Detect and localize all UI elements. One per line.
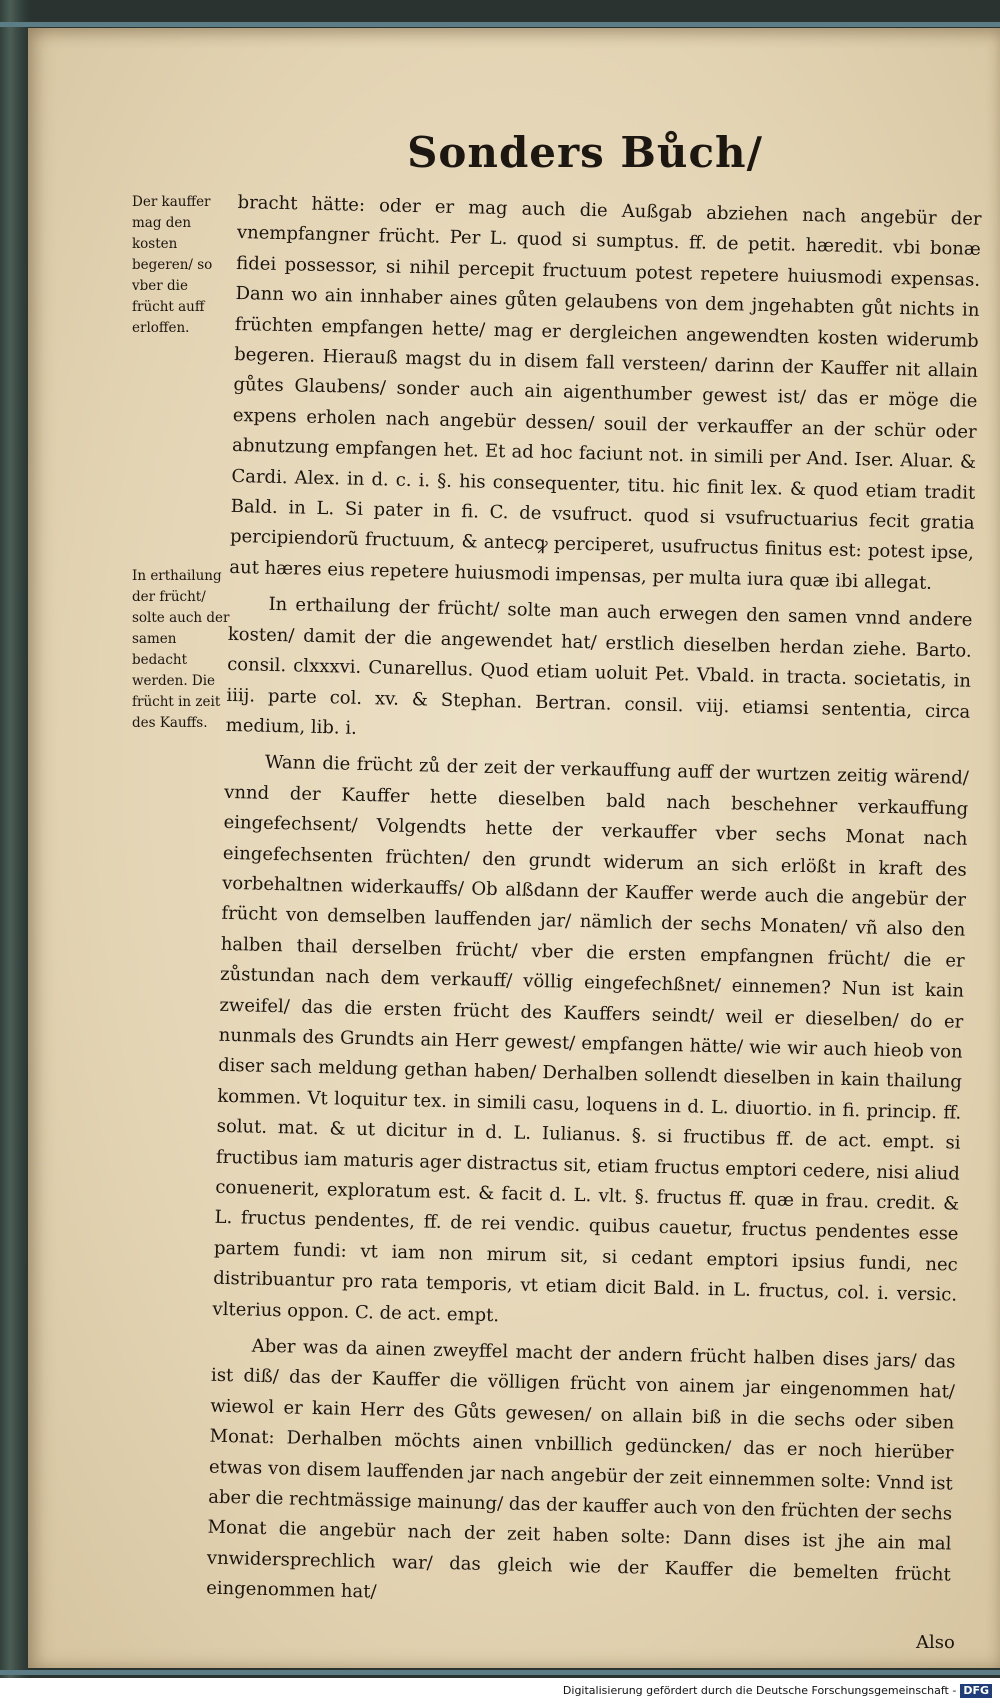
digitization-footer — [0, 1678, 1000, 1704]
margin-note-1: Der kauffer mag den kosten begeren/ so vber die frücht auff erloffen. — [132, 194, 213, 336]
dfg-logo: DFG — [960, 1684, 992, 1698]
paragraph-4: Aber was da ainen zweyffel macht der andern frücht halben dises jars/ das ist diß/ das der Kauffer die völligen frücht von ainem jar eingenommen hat/ wiewol er kain Herr des Gůts gewesen/ on allain biß in die sechs oder siben Monat: Derhalben möchts ainen vnbillich gedüncken/ das er noch hierüber etwas von disem lauffenden jar nach angebür der zeit einnemmen solte: Vnnd ist aber die rechtmässige mainung/ das der kauffer auch von den früchten der sechs Monat die angebür nach der zeit haben solte: Dann dises ist jhe ain mal vnwidersprechlich war/ das gleich wie der Kauffer die bemelten frücht eingenommen hat/ — [205, 1335, 956, 1603]
paragraph-3: Wann die frücht zů der zeit der verkauffung auff der wurtzen zeitig wärend/ vnnd der Kauffer hette dieselben bald nach beschehner verkauffung eingefechsent/ Volgendts hette der verkauffer vber sechs Monat nach eingefechsenten früchten/ den grundt widerum an sich erlößt in kraft des vorbehaltnen widerkauffs/ Ob alßdann der Kauffer werde auch die angebür der frücht von demselben lauffenden jar/ nämlich der sechs Monaten/ vñ also den halben thail derselben frücht/ vber die ersten empfangnen frücht/ die er zůstundan nach dem verkauff/ völlig eingefechßnet/ einnemen? Nun ist kain zweifel/ das die ersten frücht des Kauffers seindt/ weil er dieselben/ do er nunmals des Grundts ain Herr gewest/ empfangen hätte/ wie wir auch hieob von diser sach meldung gethan haben/ Derhalben sollendt dieselben in kain thailung kommen. Vt loquitur tex. in simili casu, loquens in d. L. diuortio. in fi. princip. ff. solut. mat. & ut dicitur in d. L. Iulianus. §. si fructibus ff. de act. empt. si fructibus iam maturis ager distractus sit, etiam fructus emptori cedere, nisi aliud conuenerit, exploratum est. & facit d. L. vlt. §. fructus ff. quæ in frau. credit. & L. fructus pendentes, ff. de rei vendic. quibus cauetur, fructus pendentes esse partem fundi: vt iam non mirum sit, si cedant emptori ipsius fundi, nec distribuantur pro rata temporis, vt etiam dicit Bald. in L. fructus, col. i. versic. vlterius oppon. C. de act. empt. — [212, 752, 970, 1326]
paragraph-2: In erthailung der frücht/ solte man auch erwegen den samen vnnd andere kosten/ damit der die angewendet hat/ erstlich dieselben herdan ziehe. Barto. consil. clxxxvi. Cunarellus. Quod etiam uoluit Pet. Vbald. in tracta. societatis, in iiij. parte col. xv. & Stephan. Bertran. consil. viij. etiamsi sententia, circa medium, lib. i. — [225, 594, 973, 739]
body-text — [206, 188, 982, 1621]
running-title: Sonders Bůch/ — [407, 128, 763, 177]
footer-credit: Digitalisierung gefördert durch die Deutsche Forschungsgemeinschaft - — [562, 1684, 957, 1697]
catchword: Also — [916, 1632, 955, 1653]
paragraph-1: bracht hätte: oder er mag auch die Außgab abziehen nach angebür der vnempfangner frücht. Per L. quod si sumptus. ff. de petit. hæredit. vbi bonæ fidei possessor, si nihil percepit fructuum potest repetere huiusmodi expensas. Dann wo ain innhaber aines gůten gelaubens von dem jngehabten gůt nichts in früchten empfangen hette/ mag er dergleichen angewendten kosten widerumb begeren. Hierauß magst du in disem fall versteen/ darinn der Kauffer nit allain gůtes Glaubens/ sonder auch ain aigenthumber gewest ist/ das er möge die expens erholen nach angebür dessen/ souil der verkauffer an der schür oder abnutzung empfangen het. Et ad hoc faciunt not. in simili per And. Iser. Aluar. & Cardi. Alex. in d. c. i. §. his consequenter, titu. hic finit lex. & quod etiam tradit Bald. in L. Si pater in fi. C. de vsufruct. quod si vsufructuarius fecit gratia percipiendorũ fructuum, & antecꝙ perciperet, usufructus finitus est: potest ipse, aut hæres eius repetere huiusmodi impensas, per multa iura quæ ibi allegat. — [229, 191, 982, 594]
page-edge-top — [0, 22, 1000, 27]
margin-note-2: In erthailung der frücht/ solte auch der samen bedacht werden. Die frücht in zeit des Kauffs. — [132, 568, 230, 731]
page-edge-bottom — [0, 1670, 1000, 1675]
page-header — [0, 128, 1000, 177]
